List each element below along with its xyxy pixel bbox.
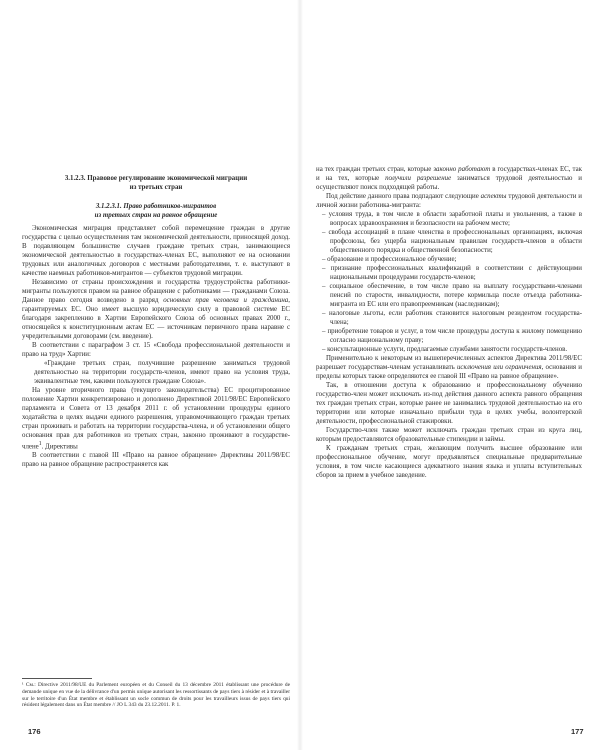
list-item: – социальное обеспечение, в том числе право на выплату государствами-членами пенсий по старости, инвалидности, потере кормильца после отъезда работника-мигранта из ЕС или его правопреемникам (наследникам); [322, 283, 582, 308]
list-item: – образование и профессиональное обучение; [322, 256, 457, 263]
list-item: – свобода ассоциаций в плане членства в профессиональных организациях, включая профсоюзы, без ущерба национальным правилам государств-членов в области общественного порядка и общественной безопасности; [322, 229, 582, 254]
subsection-heading: 3.1.2.3.1. Право работников-мигрантов [95, 203, 217, 210]
list-item: – условия труда, в том числе в области заработной платы и увольнения, а также в вопросах здравоохранения и безопасности на рабочем месте; [322, 211, 582, 227]
left-paragraph-4: На уровне вторичного права (текущего законодательства) ЕС процитированное положение Хартии конкретизировано и дополнено Директивой 2011/98/ЕС Европейского парламента и Совета от 13 декабря 2011 г. об установлении процедуры единого ходатайства в целях выдачи единого разрешения, управомочивающего граждан третьих стран проживать и работать на территории государства-члена, и об установлении общего основания прав для работников из третьих стран, законно проживают в государстве-члене$^1$. Директивы [22, 387, 290, 451]
footnote-marker: 1 [38, 441, 42, 447]
right-page [300, 0, 600, 750]
list-item: – признание профессиональных квалификаций в соответствии с действующими национальными процедурами государств-членов; [322, 265, 582, 281]
right-paragraph-4: Так, в отношении доступа к образованию и профессиональному обучению государство-член может исключать из-под действия данного аспекта равного обращения тех граждан третьих стран, которые ранее не занимались трудовой деятельностью на его территории или которые изначально прибыли туда в целях учебы, волонтерской деятельности, профессиональной стажировки. [316, 382, 582, 425]
subsection-heading-line2: из третьих стран на равное обращение [94, 212, 218, 219]
section-heading: 3.1.2.3. Правовое регулирование экономической миграции из третьих стран [64, 175, 248, 191]
left-paragraph-5: В соответствии с главой III «Право на равное обращение» Директивы 2011/98/ЕС право на равное обращение распространяется как [22, 452, 290, 469]
right-paragraph-5: Государство-член также может исключать граждан третьих стран из круга лиц, которым предоставляются образовательные стипендии и займы. [316, 427, 582, 443]
left-paragraph-1: Экономическая миграция представляет собой перемещение граждан в другие государства с целью осуществления там экономической деятельности, приносящей доход. В подавляющем большинстве случаев граждане третьих стран, занимающиеся экономической деятельностью в государствах-членах ЕС, выполняют ее на основании трудовых или аналогичных договоров с местными работодателями, т. е. выступают в качестве наемных работников-мигрантов — субъектов трудовой миграции. [22, 225, 290, 277]
page-number-left: 176 [28, 727, 41, 736]
right-paragraph-1: на тех граждан третьих стран, которые законно работают в государствах-членах ЕС, так и на тех, которые получили разрешение заниматься трудовой деятельностью и осуществляют поиск подходящей работы. [316, 166, 582, 191]
left-paragraph-3: В соответствии с параграфом 3 ст. 15 «Свобода профессиональной деятельности и право на труд» Хартии: [22, 342, 290, 358]
footnote-area [22, 678, 290, 709]
list-item: – консультационные услуги, предлагаемые службами занятости государств-членов. [322, 346, 568, 353]
right-paragraph-3: Применительно к некоторым из вышеперечисленных аспектов Директива 2011/98/ЕС разрешает государствам-членам устанавливать исключения или ограничения, основания и пределы которых также определяются ее главой III «Право на равное обращение». [316, 355, 582, 380]
right-paragraph-6: К гражданам третьих стран, желающим получить высшее образование или профессиональное обучение, могут предъявляться специальные предварительные условия, в том числе касающиеся адекватного знания языка и уплаты вступительных сборов за прием в учебное заведение. [316, 445, 582, 479]
footnote-text: ¹ См.: Directive 2011/98/UE du Parlement européen et du Conseil du 13 décembre 2011 établissant une procédure de demande unique en vue de la délivrance d'un permis unique autorisant les ressortissants de pays tiers à résider et à travailler sur le territoire d'un État membre et établissant un socle commun de droits pour les travailleurs issus de pays tiers qui résident légalement dans un État membre // JO L 343 du 23.12.2011. P. 1. [22, 682, 290, 709]
list-item: – приобретение товаров и услуг, в том числе процедуры доступа к жилому помещению согласно национальному праву; [322, 328, 582, 344]
left-paragraph-2: Независимо от страны происхождения и государства трудоустройства работники-мигранты пользуются правом на равное обращение с работниками — гражданами Союза. Данное право сегодня возведено в разряд основных прав человека и гражданина, гарантируемых ЕС. Оно имеет высшую юридическую силу в правовой системе ЕС благодаря закреплению в Хартии Европейского Союза об основных правах 2000 г., относящейся к конституционным актам ЕС — источникам первичного права наравне с учредительными договорами (см. введение). [22, 279, 290, 340]
charter-quote: «Граждане третьих стран, получившие разрешение заниматься трудовой деятельностью на территории государств-членов, имеют право на условия труда, эквивалентные тем, какими пользуются граждане Союза». [34, 360, 290, 385]
footnote-divider [22, 678, 92, 679]
right-paragraph-2: Под действие данного права подпадают следующие аспекты трудовой деятельности и личной жизни работника-мигранта: [316, 193, 582, 209]
list-item: – налоговые льготы, если работник становится налоговым резидентом государства-члена; [322, 310, 582, 326]
page-number-right: 177 [571, 727, 584, 736]
